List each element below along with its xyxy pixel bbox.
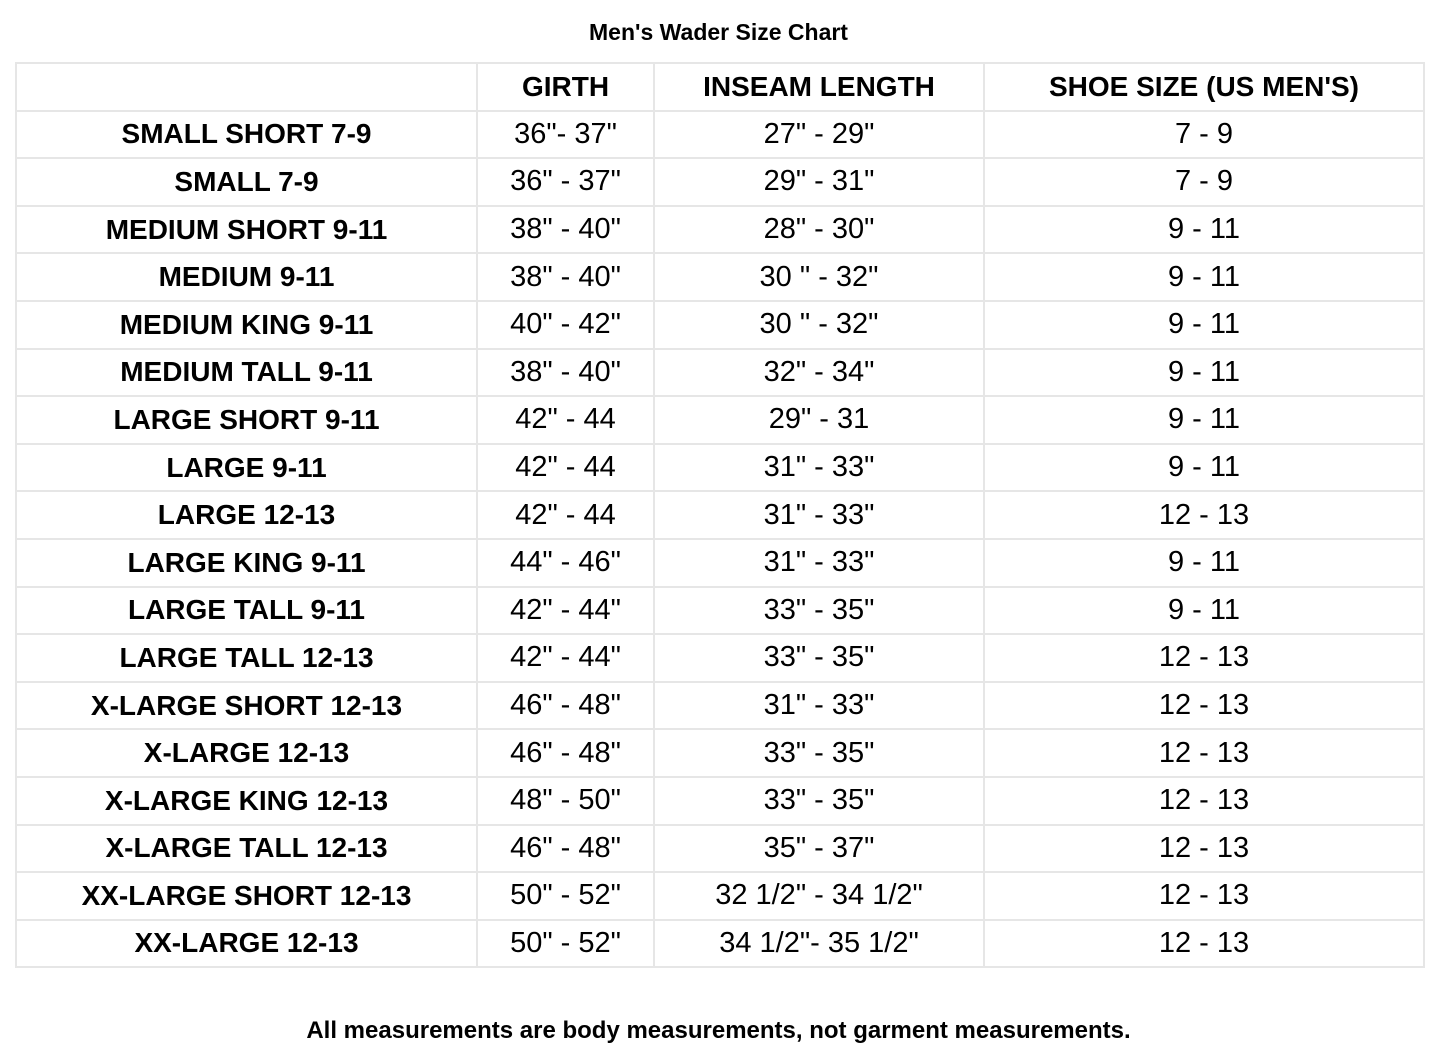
inseam-cell: 31" - 33" — [654, 491, 984, 539]
table-row — [16, 111, 1424, 159]
shoe-size-cell: 12 - 13 — [984, 682, 1424, 730]
size-name-cell: LARGE TALL 12-13 — [16, 634, 477, 682]
table-row — [16, 634, 1424, 682]
girth-cell: 46" - 48" — [477, 825, 654, 873]
inseam-cell: 31" - 33" — [654, 682, 984, 730]
table-row — [16, 729, 1424, 777]
table-row — [16, 777, 1424, 825]
size-name-cell: LARGE 9-11 — [16, 444, 477, 492]
table-row — [16, 872, 1424, 920]
table-row — [16, 444, 1424, 492]
header-shoe-size: SHOE SIZE (US MEN'S) — [984, 63, 1424, 111]
size-name-cell: MEDIUM TALL 9-11 — [16, 349, 477, 397]
girth-cell: 38" - 40" — [477, 349, 654, 397]
girth-cell: 38" - 40" — [477, 206, 654, 254]
girth-cell: 38" - 40" — [477, 253, 654, 301]
inseam-cell: 35" - 37" — [654, 825, 984, 873]
girth-cell: 48" - 50" — [477, 777, 654, 825]
inseam-cell: 33" - 35" — [654, 634, 984, 682]
table-row — [16, 253, 1424, 301]
girth-cell: 42" - 44" — [477, 587, 654, 635]
size-name-cell: X-LARGE 12-13 — [16, 729, 477, 777]
size-name-cell: MEDIUM SHORT 9-11 — [16, 206, 477, 254]
inseam-cell: 34 1/2"- 35 1/2" — [654, 920, 984, 968]
inseam-cell: 30 " - 32" — [654, 253, 984, 301]
inseam-cell: 32" - 34" — [654, 349, 984, 397]
table-row — [16, 682, 1424, 730]
table-row — [16, 539, 1424, 587]
shoe-size-cell: 12 - 13 — [984, 729, 1424, 777]
inseam-cell: 33" - 35" — [654, 729, 984, 777]
table-row — [16, 349, 1424, 397]
shoe-size-cell: 7 - 9 — [984, 111, 1424, 159]
shoe-size-cell: 12 - 13 — [984, 634, 1424, 682]
shoe-size-cell: 12 - 13 — [984, 825, 1424, 873]
girth-cell: 46" - 48" — [477, 682, 654, 730]
size-name-cell: X-LARGE KING 12-13 — [16, 777, 477, 825]
shoe-size-cell: 12 - 13 — [984, 491, 1424, 539]
size-chart-table — [15, 62, 1425, 968]
girth-cell: 36"- 37" — [477, 111, 654, 159]
size-name-cell: LARGE 12-13 — [16, 491, 477, 539]
header-inseam: INSEAM LENGTH — [654, 63, 984, 111]
table-row — [16, 920, 1424, 968]
table-body — [16, 111, 1424, 968]
header-row — [16, 63, 1424, 111]
size-name-cell: LARGE SHORT 9-11 — [16, 396, 477, 444]
girth-cell: 44" - 46" — [477, 539, 654, 587]
shoe-size-cell: 12 - 13 — [984, 920, 1424, 968]
girth-cell: 36" - 37" — [477, 158, 654, 206]
inseam-cell: 33" - 35" — [654, 777, 984, 825]
shoe-size-cell: 9 - 11 — [984, 206, 1424, 254]
girth-cell: 50" - 52" — [477, 920, 654, 968]
girth-cell: 50" - 52" — [477, 872, 654, 920]
shoe-size-cell: 9 - 11 — [984, 349, 1424, 397]
size-name-cell: LARGE TALL 9-11 — [16, 587, 477, 635]
girth-cell: 46" - 48" — [477, 729, 654, 777]
size-name-cell: MEDIUM 9-11 — [16, 253, 477, 301]
girth-cell: 42" - 44 — [477, 396, 654, 444]
shoe-size-cell: 7 - 9 — [984, 158, 1424, 206]
chart-title: Men's Wader Size Chart — [589, 19, 848, 45]
size-name-cell: XX-LARGE 12-13 — [16, 920, 477, 968]
size-name-cell: MEDIUM KING 9-11 — [16, 301, 477, 349]
girth-cell: 42" - 44 — [477, 444, 654, 492]
inseam-cell: 28" - 30" — [654, 206, 984, 254]
inseam-cell: 30 " - 32" — [654, 301, 984, 349]
table-row — [16, 301, 1424, 349]
shoe-size-cell: 9 - 11 — [984, 444, 1424, 492]
footnote: All measurements are body measurements, not garment measurements. — [306, 1017, 1131, 1044]
table-row — [16, 825, 1424, 873]
shoe-size-cell: 9 - 11 — [984, 301, 1424, 349]
shoe-size-cell: 9 - 11 — [984, 396, 1424, 444]
shoe-size-cell: 9 - 11 — [984, 253, 1424, 301]
header-girth: GIRTH — [477, 63, 654, 111]
table-row — [16, 158, 1424, 206]
inseam-cell: 32 1/2" - 34 1/2" — [654, 872, 984, 920]
shoe-size-cell: 9 - 11 — [984, 539, 1424, 587]
girth-cell: 40" - 42" — [477, 301, 654, 349]
shoe-size-cell: 12 - 13 — [984, 872, 1424, 920]
size-name-cell: SMALL SHORT 7-9 — [16, 111, 477, 159]
size-name-cell: LARGE KING 9-11 — [16, 539, 477, 587]
table-row — [16, 396, 1424, 444]
inseam-cell: 27" - 29" — [654, 111, 984, 159]
table-row — [16, 491, 1424, 539]
inseam-cell: 29" - 31" — [654, 158, 984, 206]
size-name-cell: X-LARGE TALL 12-13 — [16, 825, 477, 873]
inseam-cell: 31" - 33" — [654, 539, 984, 587]
size-name-cell: X-LARGE SHORT 12-13 — [16, 682, 477, 730]
table-row — [16, 206, 1424, 254]
inseam-cell: 33" - 35" — [654, 587, 984, 635]
shoe-size-cell: 12 - 13 — [984, 777, 1424, 825]
girth-cell: 42" - 44" — [477, 634, 654, 682]
size-name-cell: SMALL 7-9 — [16, 158, 477, 206]
table-row — [16, 587, 1424, 635]
girth-cell: 42" - 44 — [477, 491, 654, 539]
shoe-size-cell: 9 - 11 — [984, 587, 1424, 635]
size-name-cell: XX-LARGE SHORT 12-13 — [16, 872, 477, 920]
inseam-cell: 29" - 31 — [654, 396, 984, 444]
inseam-cell: 31" - 33" — [654, 444, 984, 492]
header-size — [16, 63, 477, 111]
